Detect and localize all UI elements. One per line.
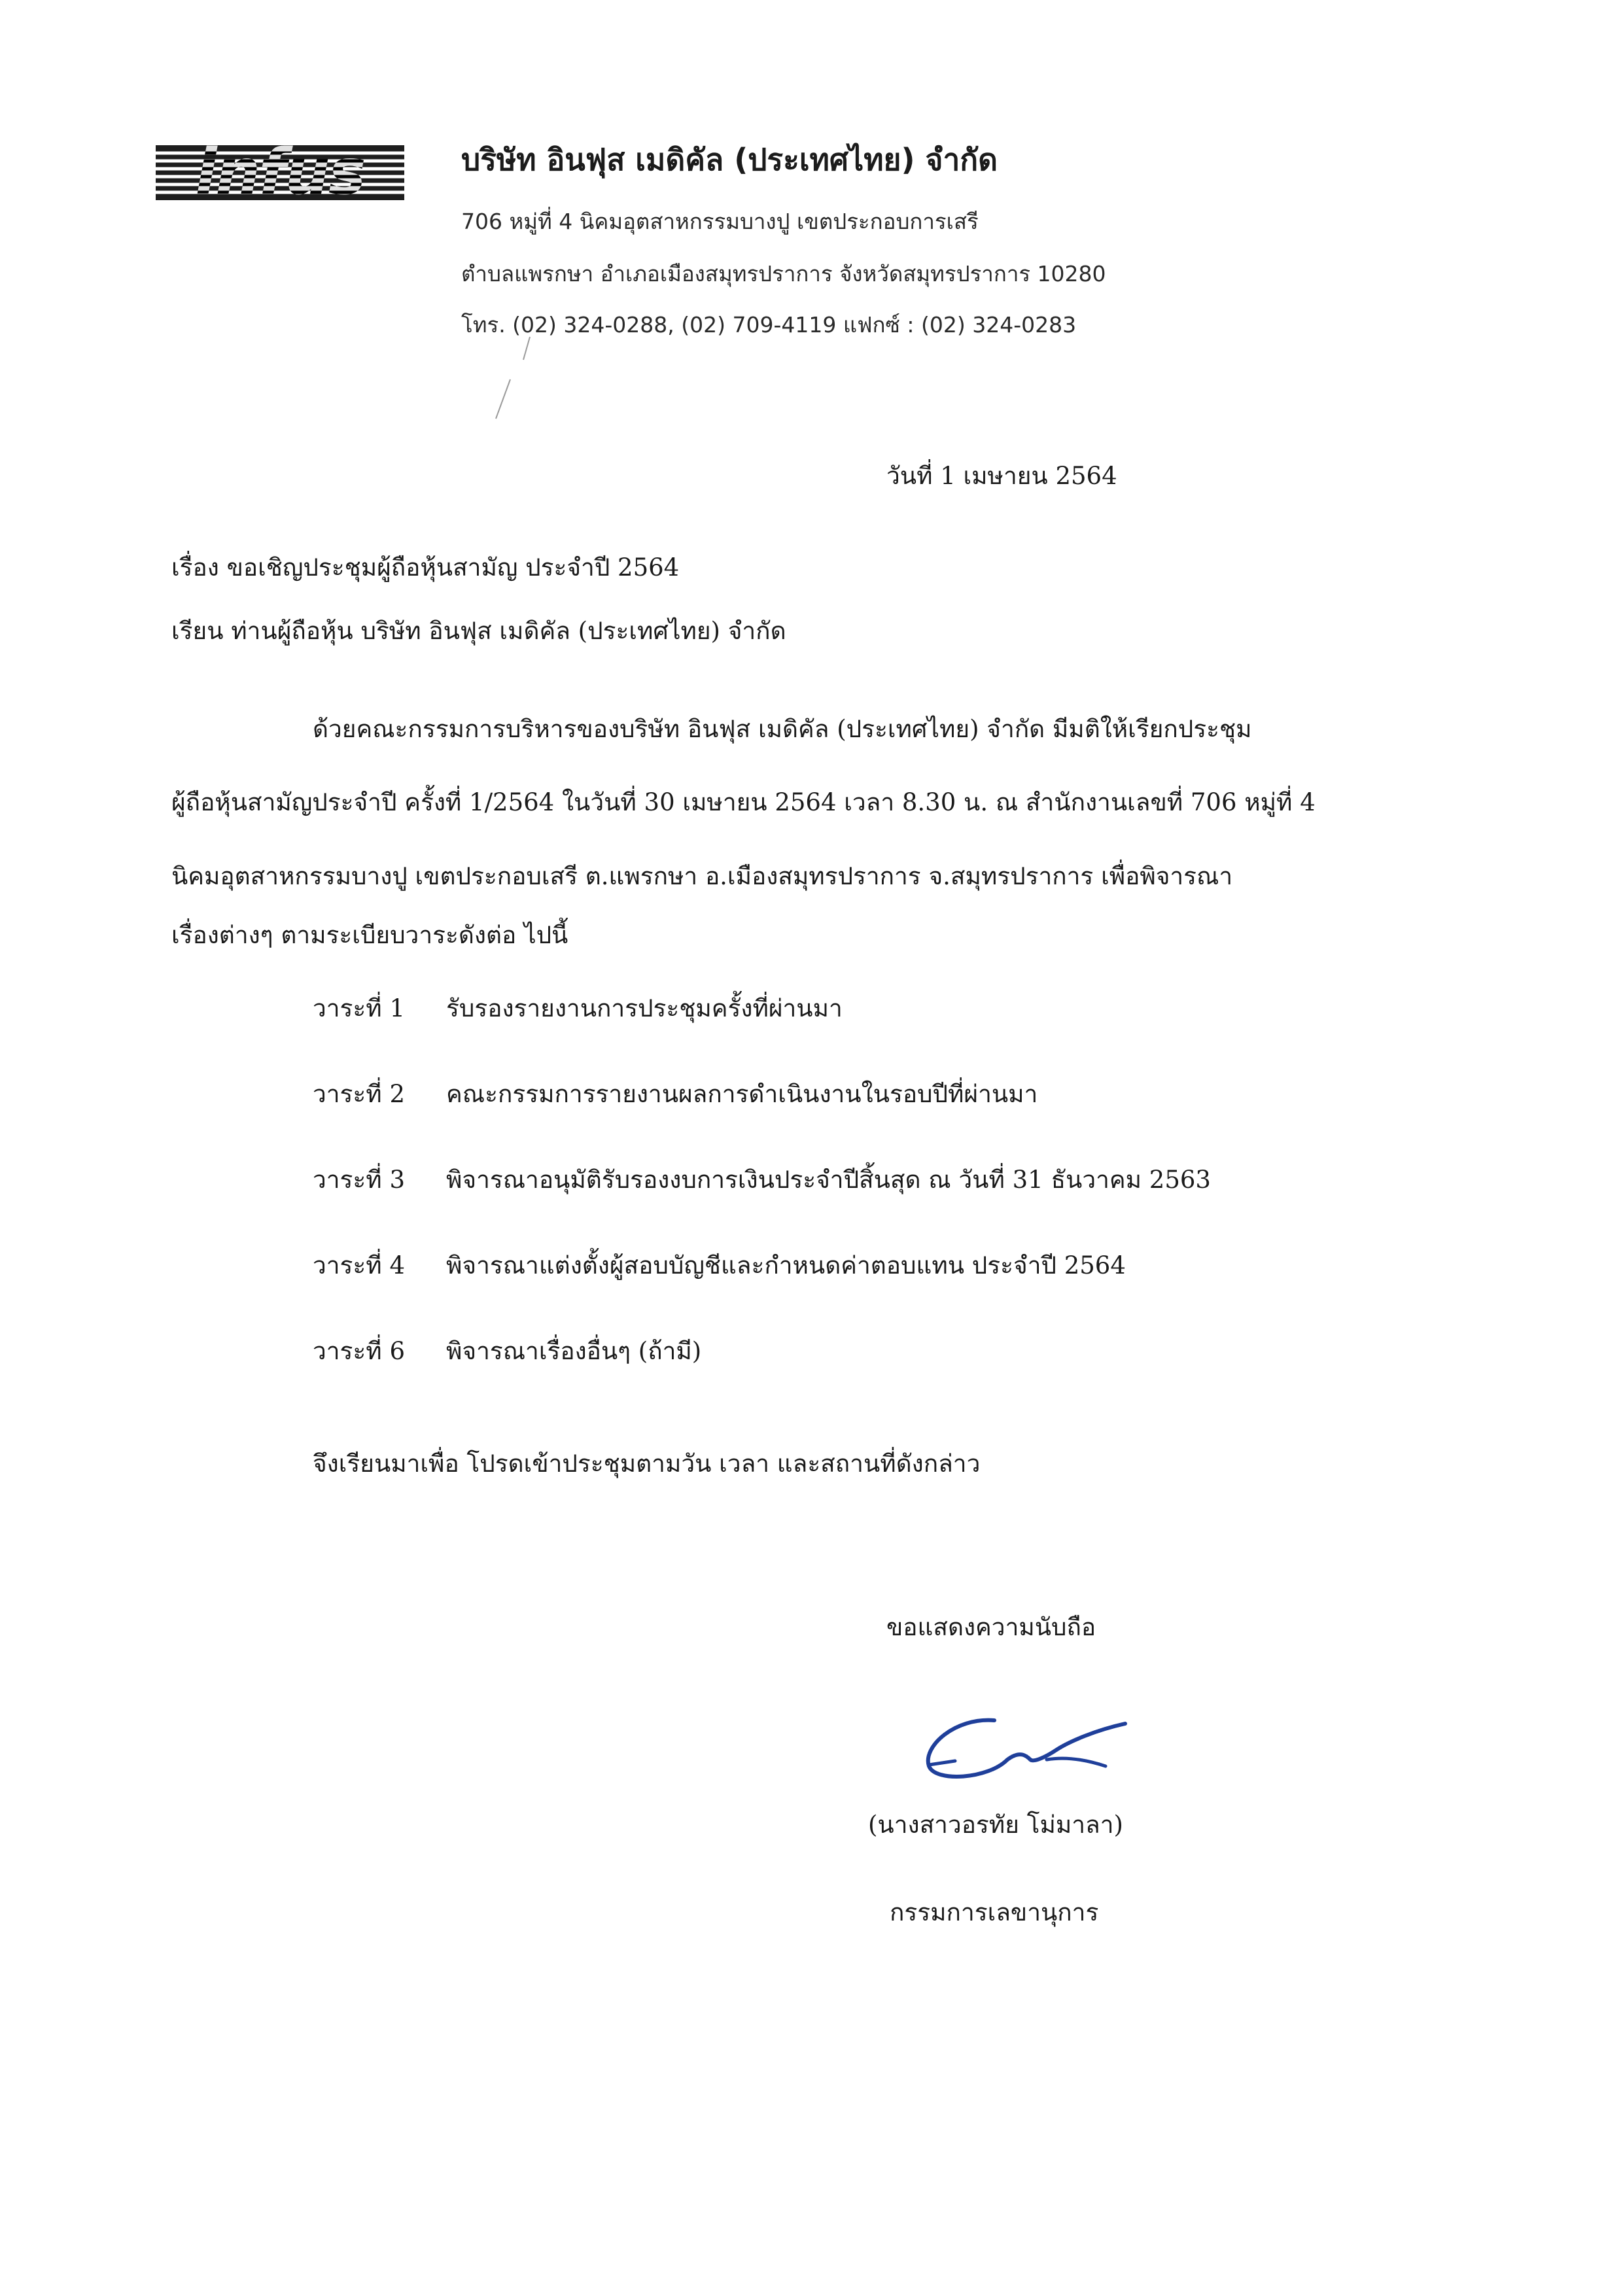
agenda-label-2: วาระที่ 2 (313, 1080, 405, 1108)
paragraph-line2: ผู้ถือหุ้นสามัญประจำปี ครั้งที่ 1/2564 ในวันที่ 30 เมษายน 2564 เวลา 8.30 น. ณ สำนักงานเลขที่ 706 หมู่ที่ 4 (171, 788, 1316, 816)
signer-title: กรรมการเลขานุการ (890, 1898, 1099, 1926)
letter-recipient: เรียน ท่านผู้ถือหุ้น บริษัท อินฟุส เมดิคัล (ประเทศไทย) จำกัด (171, 617, 786, 645)
paragraph-line1: ด้วยคณะกรรมการบริหารของบริษัท อินฟุส เมดิคัล (ประเทศไทย) จำกัด มีมติให้เรียกประชุม (313, 715, 1252, 743)
regards: ขอแสดงความนับถือ (886, 1613, 1096, 1641)
company-logo (156, 135, 404, 209)
paragraph-line4: เรื่องต่างๆ ตามระเบียบวาระดังต่อ ไปนี้ (171, 921, 568, 949)
company-name: บริษัท อินฟุส เมดิคัล (ประเทศไทย) จำกัด (461, 142, 998, 177)
letter-subject: เรื่อง ขอเชิญประชุมผู้ถือหุ้นสามัญ ประจำปี 2564 (171, 553, 680, 582)
signer-name: (นางสาวอรทัย โม่มาลา) (868, 1811, 1123, 1839)
agenda-label-1: วาระที่ 1 (313, 994, 405, 1022)
letter-date: วันที่ 1 เมษายน 2564 (886, 462, 1117, 490)
agenda-label-3: วาระที่ 3 (313, 1166, 405, 1194)
agenda-text-1: รับรองรายงานการประชุมครั้งที่ผ่านมา (446, 994, 843, 1022)
agenda-text-4: พิจารณาแต่งตั้งผู้สอบบัญชีและกำหนดค่าตอบแทน ประจำปี 2564 (446, 1251, 1126, 1279)
agenda-text-2: คณะกรรมการรายงานผลการดำเนินงานในรอบปีที่ผ่านมา (446, 1080, 1038, 1108)
closing-line: จึงเรียนมาเพื่อ โปรดเข้าประชุมตามวัน เวลา และสถานที่ดังกล่าว (313, 1450, 981, 1478)
paragraph-line3: นิคมอุตสาหกรรมบางปู เขตประกอบเสรี ต.แพรกษา อ.เมืองสมุทรปราการ จ.สมุทรปราการ เพื่อพิจารณา (171, 862, 1233, 890)
company-address-line2: ตำบลแพรกษา อำเภอเมืองสมุทรปราการ จังหวัดสมุทรปราการ 10280 (461, 261, 1106, 287)
agenda-text-3: พิจารณาอนุมัติรับรองงบการเงินประจำปีสิ้นสุด ณ วันที่ 31 ธันวาคม 2563 (446, 1166, 1211, 1194)
signature-graphic (916, 1694, 1138, 1792)
pen-mark (484, 334, 536, 425)
logo-text: infus (195, 135, 365, 209)
agenda-label-6: วาระที่ 6 (313, 1337, 405, 1365)
company-address-line1: 706 หมู่ที่ 4 นิคมอุตสาหกรรมบางปู เขตประกอบการเสรี (461, 209, 979, 234)
agenda-label-4: วาระที่ 4 (313, 1251, 405, 1279)
company-contact-line: โทร. (02) 324-0288, (02) 709-4119 แฟกซ์ : (02) 324-0283 (461, 312, 1077, 338)
agenda-text-6: พิจารณาเรื่องอื่นๆ (ถ้ามี) (446, 1337, 702, 1365)
